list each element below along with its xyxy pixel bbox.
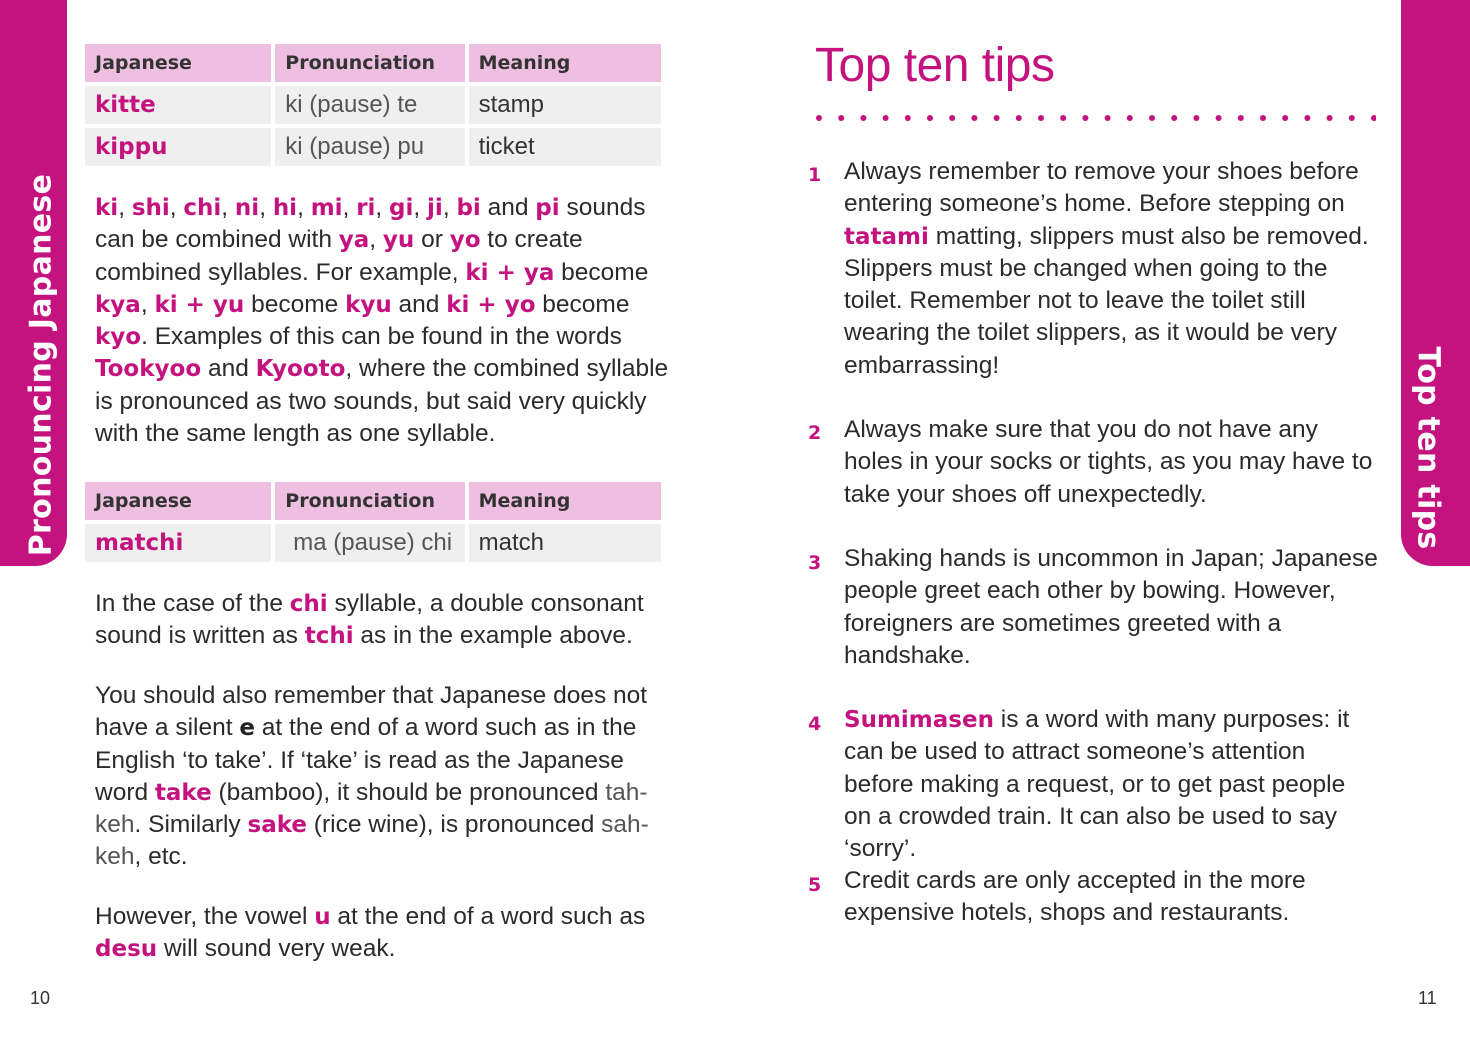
text: and xyxy=(201,355,256,383)
text: and xyxy=(391,290,447,318)
term: ji xyxy=(427,195,443,221)
term: desu xyxy=(95,936,158,963)
term: sake xyxy=(247,812,307,839)
dot xyxy=(1193,115,1199,121)
paragraph-double-consonant xyxy=(95,588,670,653)
cell-meaning: match xyxy=(469,524,661,562)
term: ni xyxy=(234,195,260,221)
text: at the end of a word such as xyxy=(330,903,646,930)
text: , xyxy=(297,194,311,221)
header-japanese: Japanese xyxy=(85,44,271,82)
table-header-row xyxy=(85,482,661,520)
table-row xyxy=(85,86,661,124)
tip-number: 5 xyxy=(808,874,822,896)
term: chi xyxy=(289,591,328,617)
table-row xyxy=(85,128,661,166)
term: yu xyxy=(382,227,415,254)
chapter-tab xyxy=(0,0,67,566)
term: hi xyxy=(272,195,298,221)
header-meaning: Meaning xyxy=(469,482,661,520)
text: , xyxy=(118,194,132,221)
term: ya xyxy=(338,227,370,254)
text: . Examples of this can be found in the words xyxy=(141,323,622,351)
tip-number: 1 xyxy=(808,164,822,186)
term: gi xyxy=(389,195,414,221)
term: ki xyxy=(95,195,119,221)
text: or xyxy=(414,226,450,254)
term: tchi xyxy=(304,623,354,650)
term: yo xyxy=(449,227,481,254)
text: , xyxy=(369,226,383,254)
text: at the end of a word such as in the English ‘to take’. If ‘take’ is read as the Japanese word xyxy=(95,714,637,806)
text: , xyxy=(413,194,428,221)
term: ri xyxy=(356,195,376,221)
dot xyxy=(1082,115,1088,121)
paragraph-silent-e xyxy=(95,680,670,874)
dot xyxy=(1327,115,1333,121)
header-pronunciation: Pronunciation xyxy=(275,482,464,520)
text: Always remember to remove your shoes before entering someone’s home. Before stepping on xyxy=(844,158,1359,218)
cell-japanese: matchi xyxy=(85,524,271,562)
text: become xyxy=(244,290,346,318)
pronunciation-text: tah-keh xyxy=(95,778,648,839)
term: ki + yu xyxy=(154,291,245,318)
dot xyxy=(1238,115,1244,121)
term: kya xyxy=(95,291,141,318)
dot xyxy=(971,115,977,121)
paragraph-weak-vowel xyxy=(95,901,670,966)
chapter-tab xyxy=(1401,0,1470,566)
term: take xyxy=(154,779,212,806)
text: . Similarly xyxy=(134,811,248,839)
dot xyxy=(1260,115,1266,121)
text: Always make sure that you do not have any holes in your socks or tights, as you may have to take your shoes off unexpectedly. xyxy=(844,416,1373,508)
dot xyxy=(994,115,1000,121)
dot xyxy=(816,115,822,121)
text: , etc. xyxy=(134,843,188,871)
dot xyxy=(1149,115,1155,121)
page-number: 11 xyxy=(1418,988,1437,1008)
term: kyo xyxy=(95,324,142,351)
text: will sound very weak. xyxy=(157,935,396,963)
tip-3 xyxy=(844,543,1379,672)
chapter-tab-label: Pronouncing Japanese xyxy=(23,173,59,557)
text: sounds can be combined with xyxy=(95,194,646,254)
text: as in the example above. xyxy=(353,622,633,650)
cell-pronunciation: ki (pause) pu xyxy=(275,128,464,166)
text: , xyxy=(221,194,235,221)
tip-2 xyxy=(844,414,1379,511)
text: (rice wine), is pronounced xyxy=(307,811,602,839)
tip-number: 4 xyxy=(808,713,822,735)
term: tatami xyxy=(844,223,929,250)
text: , xyxy=(169,194,184,221)
page-heading: Top ten tips xyxy=(815,39,1055,92)
dot xyxy=(1016,115,1022,121)
term: mi xyxy=(310,195,343,221)
dot xyxy=(1127,115,1133,121)
text: become xyxy=(554,258,649,286)
cell-pronunciation: ki (pause) te xyxy=(275,86,464,124)
dot xyxy=(905,115,911,121)
term: Tookyoo xyxy=(95,356,202,383)
text: , xyxy=(259,194,273,221)
tip-1 xyxy=(844,156,1379,382)
term: e xyxy=(239,715,255,742)
term: Sumimasen xyxy=(844,707,994,733)
text: , where the combined syllable is pronounced as two sounds, but said very quickly with the same length as one syllable. xyxy=(95,355,669,448)
text: Credit cards are only accepted in the more expensive hotels, shops and restaurants. xyxy=(844,867,1306,927)
text: and xyxy=(480,194,536,221)
dot xyxy=(1282,115,1288,121)
dot xyxy=(1171,115,1177,121)
dot xyxy=(1060,115,1066,121)
table-row xyxy=(85,524,661,562)
chapter-tab-label: Top ten tips xyxy=(1410,346,1446,550)
text: syllable, a double consonant sound is written as xyxy=(95,590,644,650)
text: , xyxy=(140,290,155,318)
term: shi xyxy=(131,195,170,221)
page-number: 10 xyxy=(30,988,51,1008)
cell-meaning: stamp xyxy=(469,86,661,124)
dot xyxy=(1105,115,1111,121)
term: pi xyxy=(535,195,560,221)
term: ki + ya xyxy=(465,259,555,286)
text: In the case of the xyxy=(95,590,290,617)
tip-number: 2 xyxy=(808,422,822,444)
paragraph-combined-syllables xyxy=(95,192,670,450)
term: u xyxy=(314,904,331,930)
dotted-rule xyxy=(816,113,1376,123)
text: You should also remember that Japanese does not have a silent xyxy=(95,682,648,742)
right-page xyxy=(735,0,1470,1050)
text: Shaking hands is uncommon in Japan; Japanese people greet each other by bowing. However, foreigners are sometimes greeted with a handshake. xyxy=(844,545,1378,669)
dot xyxy=(1349,115,1355,121)
cell-pronunciation: ma (pause) chi xyxy=(275,524,464,562)
term: Kyooto xyxy=(255,356,346,383)
dot xyxy=(1216,115,1222,121)
tip-4 xyxy=(844,704,1379,865)
term: ki + yo xyxy=(446,291,536,318)
cell-japanese: kitte xyxy=(85,86,271,124)
table-header-row xyxy=(85,44,661,82)
text: , xyxy=(442,194,457,221)
dot xyxy=(860,115,866,121)
text: is a word with many purposes: it can be used to attract someone’s attention before making a request, or to get past people on a crowded train. It can also be used to say ‘sorry’. xyxy=(844,706,1350,863)
dot xyxy=(1371,115,1376,121)
text: However, the vowel xyxy=(95,903,315,930)
header-meaning: Meaning xyxy=(469,44,661,82)
text: , xyxy=(375,194,390,221)
text: become xyxy=(535,290,630,318)
dot xyxy=(949,115,955,121)
text: matting, slippers must also be removed. Slippers must be changed when going to the toilet. Remember not to leave the toilet still wearing the toilet slippers, as it would be very embarrassing! xyxy=(844,222,1369,379)
pronunciation-table-1 xyxy=(81,40,665,170)
term: chi xyxy=(183,195,222,221)
dot xyxy=(1304,115,1310,121)
text: to create combined syllables. For example, xyxy=(95,226,583,286)
tip-number: 3 xyxy=(808,552,822,574)
term: bi xyxy=(456,195,481,221)
pronunciation-table-2 xyxy=(81,478,665,566)
header-pronunciation: Pronunciation xyxy=(275,44,464,82)
dot xyxy=(927,115,933,121)
dot xyxy=(1038,115,1044,121)
text: (bamboo), it should be pronounced xyxy=(211,778,606,806)
cell-meaning: ticket xyxy=(469,128,661,166)
term: kyu xyxy=(345,291,392,318)
text: , xyxy=(342,194,357,221)
pronunciation-text: sah-keh xyxy=(95,811,649,871)
cell-japanese: kippu xyxy=(85,128,271,166)
dot xyxy=(883,115,889,121)
header-japanese: Japanese xyxy=(85,482,271,520)
tip-5 xyxy=(844,865,1379,930)
dot xyxy=(838,115,844,121)
